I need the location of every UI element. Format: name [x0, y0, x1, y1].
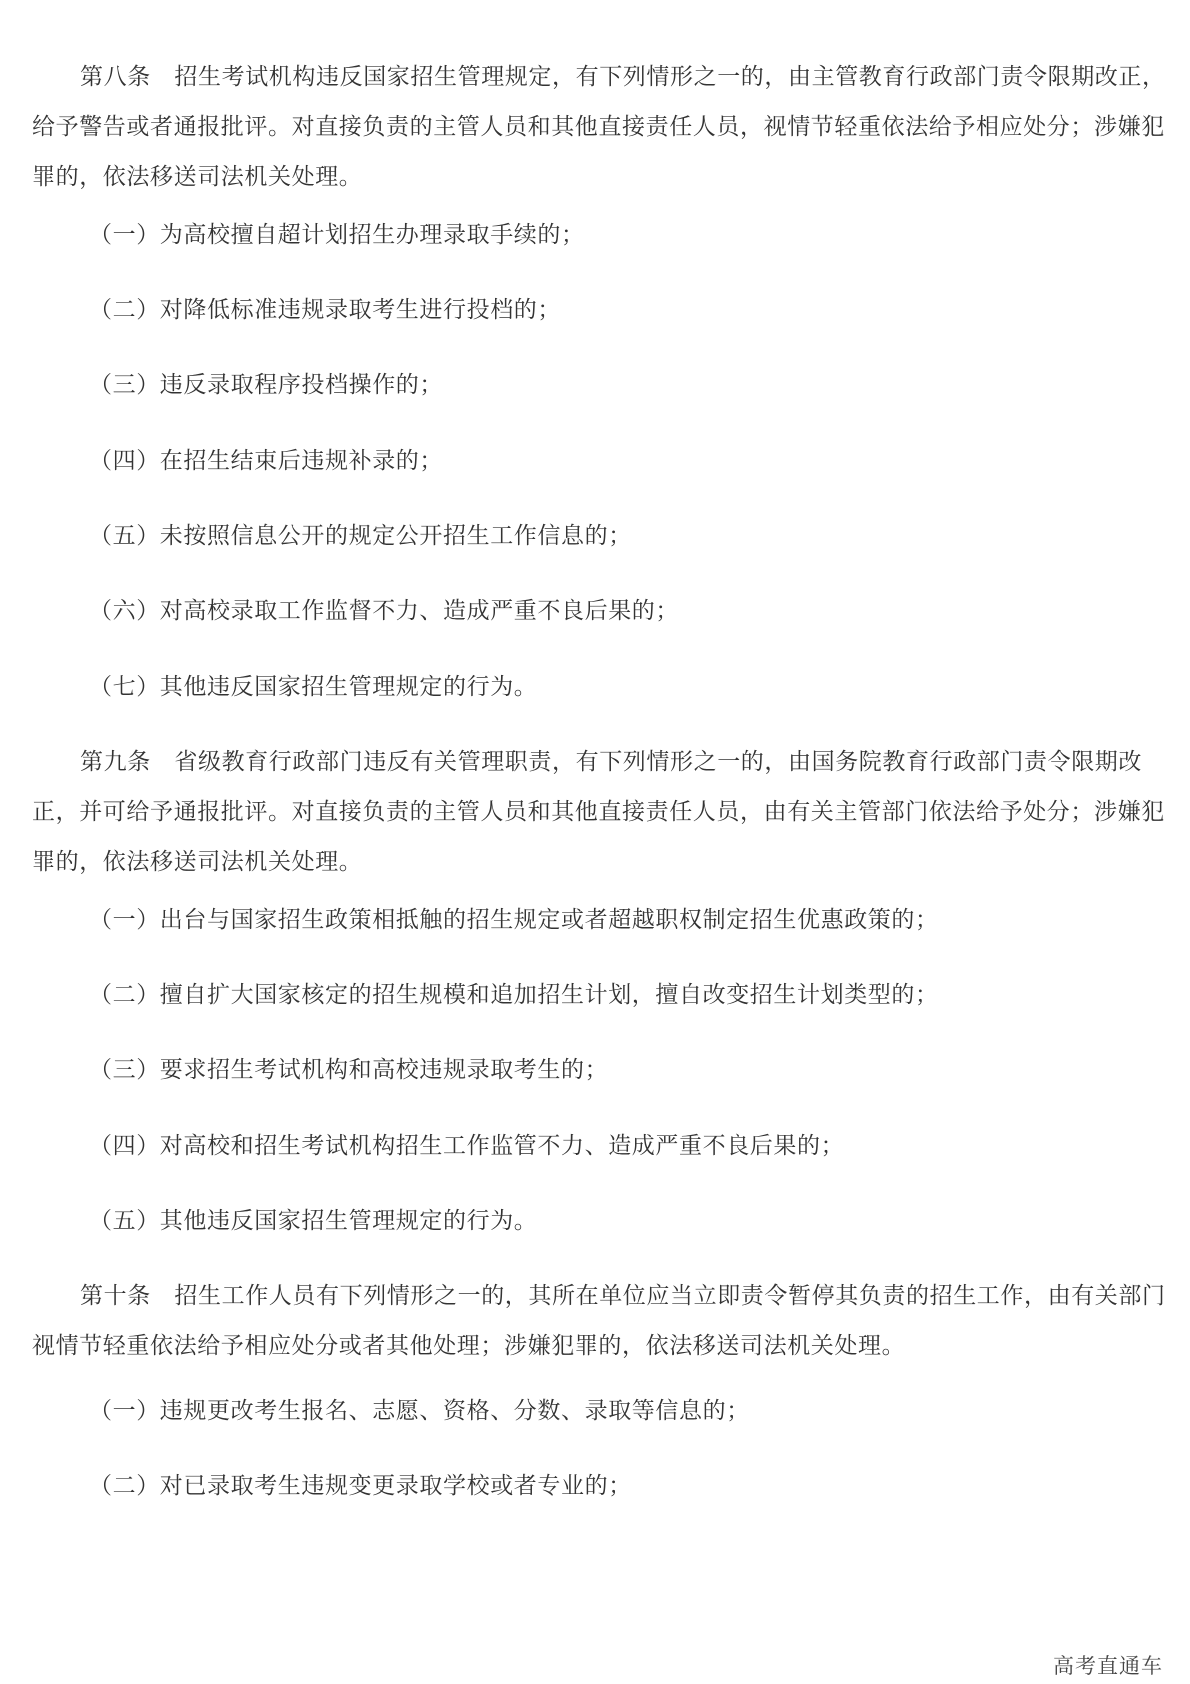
article-9-item-4: （四）对高校和招生考试机构招生工作监管不力、造成严重不良后果的； [89, 1133, 845, 1159]
article-8-item-6: （六）对高校录取工作监督不力、造成严重不良后果的； [89, 598, 679, 624]
watermark: 高考直通车 [1053, 1654, 1163, 1678]
article-8-item-2: （二）对降低标准违规录取考生进行投档的； [89, 297, 561, 323]
article-8-text: 第八条 招生考试机构违反国家招生管理规定，有下列情形之一的，由主管教育行政部门责令限期改正，给予警告或者通报批评。对直接负责的主管人员和其他直接责任人员，视情节轻重依法给予相应处分；涉嫌犯罪的，依法移送司法机关处理。 [32, 64, 1166, 190]
article-8-paragraph [32, 52, 1167, 202]
article-8-item-3: （三）违反录取程序投档操作的； [89, 372, 443, 398]
article-9-item-3: （三）要求招生考试机构和高校违规录取考生的； [89, 1057, 609, 1083]
article-9-paragraph [32, 737, 1167, 887]
article-10-item-2: （二）对已录取考生违规变更录取学校或者专业的； [89, 1473, 632, 1499]
article-10-text: 第十条 招生工作人员有下列情形之一的，其所在单位应当立即责令暂停其负责的招生工作，由有关部门视情节轻重依法给予相应处分或者其他处理；涉嫌犯罪的，依法移送司法机关处理。 [32, 1283, 1166, 1359]
article-9-text: 第九条 省级教育行政部门违反有关管理职责，有下列情形之一的，由国务院教育行政部门责令限期改正，并可给予通报批评。对直接负责的主管人员和其他直接责任人员，由有关主管部门依法给予处分；涉嫌犯罪的，依法移送司法机关处理。 [32, 749, 1165, 875]
article-8-item-5: （五）未按照信息公开的规定公开招生工作信息的； [89, 523, 632, 549]
article-9-item-1: （一）出台与国家招生政策相抵触的招生规定或者超越职权制定招生优惠政策的； [89, 907, 939, 933]
article-8-item-1: （一）为高校擅自超计划招生办理录取手续的； [89, 222, 585, 248]
article-10-item-1: （一）违规更改考生报名、志愿、资格、分数、录取等信息的； [89, 1398, 750, 1424]
article-8-item-4: （四）在招生结束后违规补录的； [89, 448, 443, 474]
article-8-item-7: （七）其他违反国家招生管理规定的行为。 [89, 674, 538, 700]
article-9-item-5: （五）其他违反国家招生管理规定的行为。 [89, 1208, 538, 1234]
article-10-paragraph [32, 1271, 1167, 1371]
article-9-item-2: （二）擅自扩大国家核定的招生规模和追加招生计划，擅自改变招生计划类型的； [89, 982, 939, 1008]
